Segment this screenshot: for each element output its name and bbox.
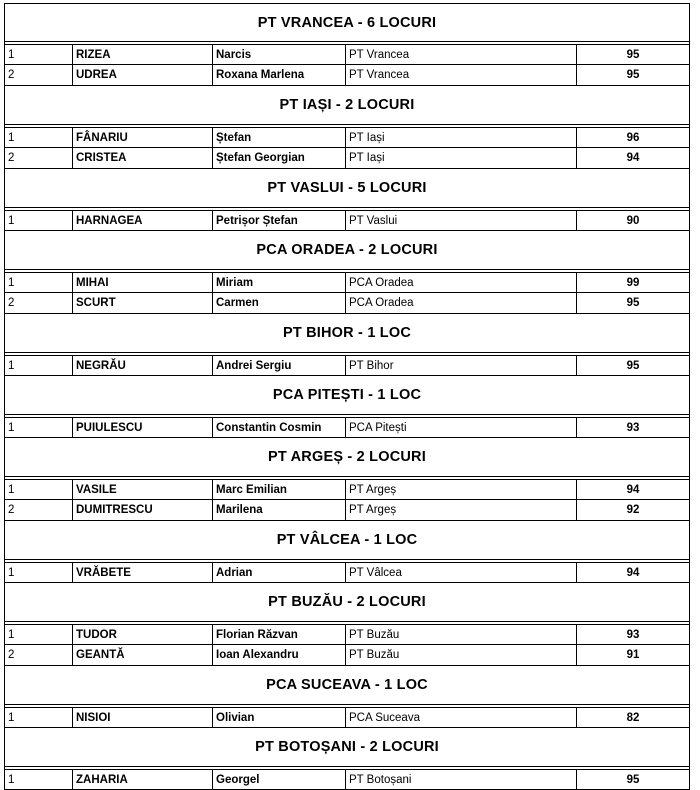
row-number-cell: 1: [5, 45, 73, 64]
section-title: PT VASLUI - 5 LOCURI: [4, 169, 690, 208]
row-number-cell: 1: [5, 356, 73, 375]
last-name-cell: UDREA: [73, 65, 213, 85]
row-number-cell: 1: [5, 480, 73, 499]
section-title: PT BIHOR - 1 LOC: [4, 314, 690, 353]
unit-cell: PCA Oradea: [346, 293, 577, 313]
first-name-cell: Florian Răzvan: [213, 625, 346, 644]
table-row: [4, 500, 690, 521]
score-cell: 82: [626, 711, 640, 724]
row-number-cell: 1: [5, 563, 73, 582]
first-name-cell: Olivian: [213, 708, 346, 727]
table-row: [4, 479, 690, 500]
first-name-cell: Marilena: [213, 500, 346, 520]
score-cell: 90: [626, 214, 640, 227]
first-name-cell: Ioan Alexandru: [213, 645, 346, 665]
section-title: PCA ORADEA - 2 LOCURI: [4, 231, 690, 270]
last-name-cell: MIHAI: [73, 273, 213, 292]
unit-cell: PT Buzău: [346, 625, 577, 644]
unit-cell: PT Vaslui: [346, 211, 577, 230]
first-name-cell: Constantin Cosmin: [213, 418, 346, 437]
unit-cell: PT Argeș: [346, 480, 577, 499]
score-cell: 96: [626, 131, 640, 144]
score-cell: 99: [626, 276, 640, 289]
score-cell: 92: [626, 504, 640, 516]
last-name-cell: PUIULESCU: [73, 418, 213, 437]
first-name-cell: Ștefan: [213, 128, 346, 147]
table-row: [4, 417, 690, 438]
unit-cell: PT Iași: [346, 148, 577, 168]
row-number-cell: 2: [5, 645, 73, 665]
first-name-cell: Roxana Marlena: [213, 65, 346, 85]
unit-cell: PT Bihor: [346, 356, 577, 375]
results-document: [4, 3, 690, 790]
first-name-cell: Adrian: [213, 563, 346, 582]
score-cell: 95: [626, 69, 640, 81]
section-title: PT BOTOȘANI - 2 LOCURI: [4, 728, 690, 767]
first-name-cell: Carmen: [213, 293, 346, 313]
section-title: PT BUZĂU - 2 LOCURI: [4, 583, 690, 622]
section-title: PCA SUCEAVA - 1 LOC: [4, 666, 690, 705]
first-name-cell: Miriam: [213, 273, 346, 292]
table-row: [4, 707, 690, 728]
table-row: [4, 624, 690, 645]
last-name-cell: GEANTĂ: [73, 645, 213, 665]
row-number-cell: 1: [5, 211, 73, 230]
table-row: [4, 769, 690, 790]
last-name-cell: FÂNARIU: [73, 128, 213, 147]
row-number-cell: 1: [5, 273, 73, 292]
last-name-cell: TUDOR: [73, 625, 213, 644]
section-title: PCA PITEȘTI - 1 LOC: [4, 376, 690, 415]
first-name-cell: Narcis: [213, 45, 346, 64]
score-cell: 95: [626, 297, 640, 309]
last-name-cell: VRĂBETE: [73, 563, 213, 582]
score-cell: 95: [626, 359, 640, 372]
table-row: [4, 148, 690, 169]
score-cell: 94: [626, 483, 640, 496]
last-name-cell: SCURT: [73, 293, 213, 313]
table-row: [4, 293, 690, 314]
unit-cell: PT Buzău: [346, 645, 577, 665]
row-number-cell: 1: [5, 128, 73, 147]
table-row: [4, 65, 690, 86]
score-cell: 93: [626, 628, 640, 641]
table-row: [4, 210, 690, 231]
last-name-cell: CRISTEA: [73, 148, 213, 168]
row-number-cell: 2: [5, 148, 73, 168]
row-number-cell: 1: [5, 708, 73, 727]
score-cell: 94: [626, 566, 640, 579]
last-name-cell: RIZEA: [73, 45, 213, 64]
unit-cell: PT Vrancea: [346, 65, 577, 85]
table-row: [4, 127, 690, 148]
section-title: PT VÂLCEA - 1 LOC: [4, 521, 690, 560]
last-name-cell: NEGRĂU: [73, 356, 213, 375]
score-cell: 93: [626, 421, 640, 434]
unit-cell: PT Iași: [346, 128, 577, 147]
last-name-cell: DUMITRESCU: [73, 500, 213, 520]
unit-cell: PT Argeș: [346, 500, 577, 520]
row-number-cell: 2: [5, 500, 73, 520]
row-number-cell: 2: [5, 65, 73, 85]
section-title: PT IAȘI - 2 LOCURI: [4, 86, 690, 125]
unit-cell: PT Botoșani: [346, 770, 577, 789]
row-number-cell: 2: [5, 293, 73, 313]
table-row: [4, 562, 690, 583]
last-name-cell: NISIOI: [73, 708, 213, 727]
row-number-cell: 1: [5, 770, 73, 789]
last-name-cell: ZAHARIA: [73, 770, 213, 789]
row-number-cell: 1: [5, 625, 73, 644]
score-cell: 95: [626, 48, 640, 61]
table-row: [4, 272, 690, 293]
first-name-cell: Ștefan Georgian: [213, 148, 346, 168]
section-title: PT ARGEȘ - 2 LOCURI: [4, 438, 690, 477]
table-row: [4, 355, 690, 376]
last-name-cell: HARNAGEA: [73, 211, 213, 230]
section-title: PT VRANCEA - 6 LOCURI: [4, 3, 690, 42]
last-name-cell: VASILE: [73, 480, 213, 499]
first-name-cell: Georgel: [213, 770, 346, 789]
score-cell: 95: [626, 773, 640, 786]
unit-cell: PT Vâlcea: [346, 563, 577, 582]
table-row: [4, 44, 690, 65]
score-cell: 94: [626, 152, 640, 164]
unit-cell: PCA Pitești: [346, 418, 577, 437]
first-name-cell: Andrei Sergiu: [213, 356, 346, 375]
table-row: [4, 645, 690, 666]
unit-cell: PCA Oradea: [346, 273, 577, 292]
score-cell: 91: [626, 649, 640, 661]
first-name-cell: Petrișor Ștefan: [213, 211, 346, 230]
unit-cell: PT Vrancea: [346, 45, 577, 64]
unit-cell: PCA Suceava: [346, 708, 577, 727]
row-number-cell: 1: [5, 418, 73, 437]
first-name-cell: Marc Emilian: [213, 480, 346, 499]
